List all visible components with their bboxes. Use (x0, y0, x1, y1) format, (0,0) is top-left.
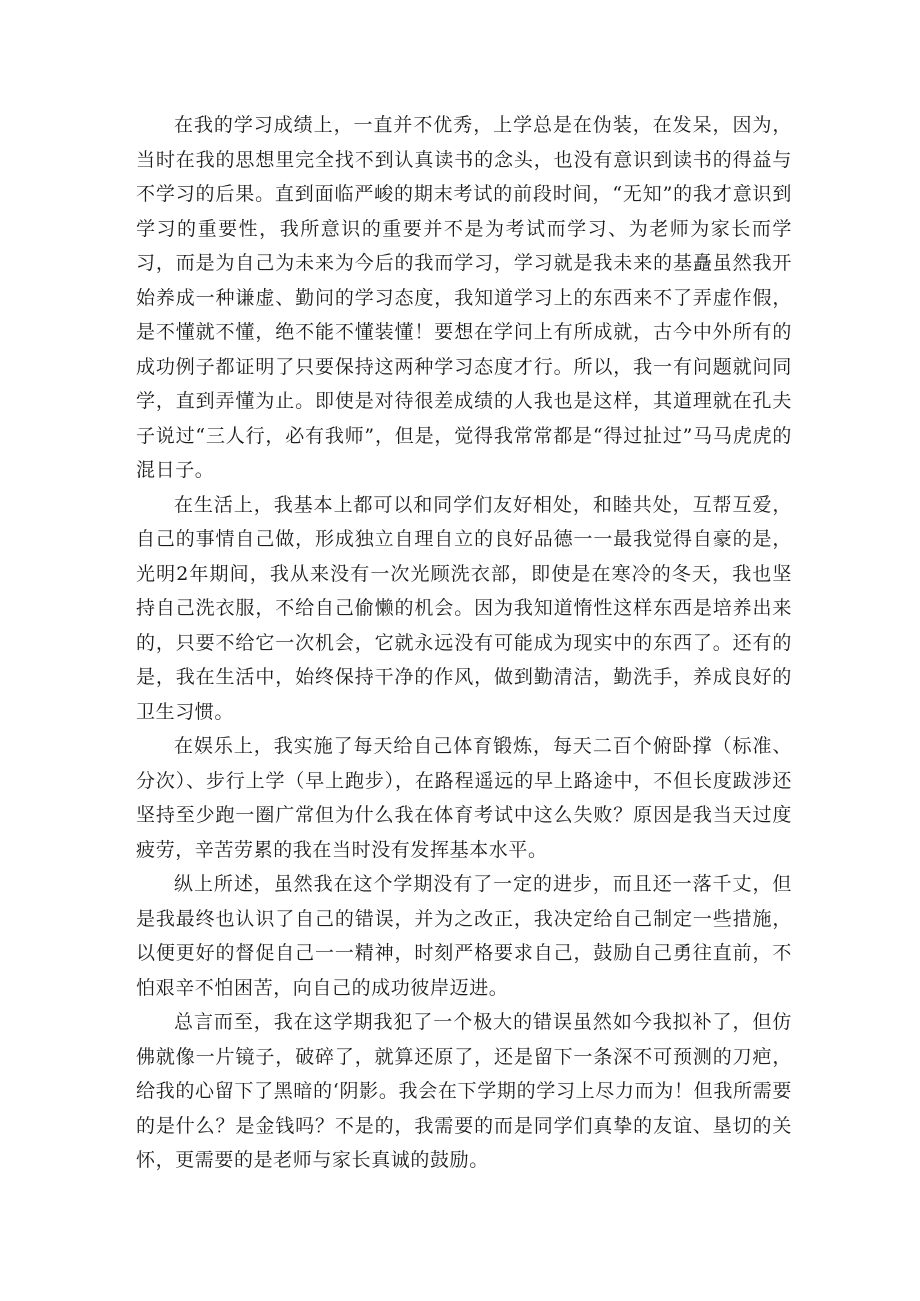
paragraph-summary: 纵上所述，虽然我在这个学期没有了一定的进步，而且还一落千丈，但是我最终也认识了自己的错误，并为之改正，我决定给自己制定一些措施，以便更好的督促自己一一精神，时刻严格要求自己，鼓励自己勇往直前，不怕艰辛不怕困苦，向自己的成功彼岸迈进。 (136, 873, 792, 999)
paragraph-recreation: 在娱乐上，我实施了每天给自己体育锻炼，每天二百个俯卧撑（标准、分次）、步行上学（早上跑步），在路程遥远的早上路途中，不但长度跋涉还坚持至少跑一圈广常但为什么我在体育考试中这么失败？原因是我当天过度疲劳，辛苦劳累的我在当时没有发挥基本水平。 (136, 735, 792, 861)
document-page (136, 108, 792, 1178)
paragraph-life: 在生活上，我基本上都可以和同学们友好相处，和睦共处，互帮互爱，自己的事情自己做，形成独立自理自立的良好品德一一最我觉得自豪的是，光明2年期间，我从来没有一次光顾洗衣部，即使是在寒冷的冬天，我也坚持自己洗衣服，不给自己偷懒的机会。因为我知道惰性这样东西是培养出来的，只要不给它一次机会，它就永远没有可能成为现实中的东西了。还有的是，我在生活中，始终保持干净的作风，做到勤清洁，勤洗手，养成良好的卫生习惯。 (136, 493, 792, 723)
paragraph-study: 在我的学习成绩上，一直并不优秀，上学总是在伪装，在发呆，因为，当时在我的思想里完全找不到认真读书的念头，也没有意识到读书的得益与不学习的后果。直到面临严峻的期末考试的前段时间，“无知”的我才意识到学习的重要性，我所意识的重要并不是为考试而学习、为老师为家长而学习，而是为自己为未来为今后的我而学习，学习就是我未来的基矗虽然我开始养成一种谦虚、勤问的学习态度，我知道学习上的东西来不了弄虚作假，是不懂就不懂，绝不能不懂装懂！要想在学问上有所成就，古今中外所有的成功例子都证明了只要保持这两种学习态度才行。所以，我一有问题就问同学，直到弄懂为止。即使是对待很差成绩的人我也是这样，其道理就在孔夫子说过“三人行，必有我师”，但是，觉得我常常都是“得过扯过”马马虎虎的混日子。 (136, 114, 792, 481)
paragraph-conclusion: 总言而至，我在这学期我犯了一个极大的错误虽然如今我拟补了，但仿佛就像一片镜子，破碎了，就算还原了，还是留下一条深不可预测的刀疤，给我的心留下了黑暗的‘阴影。我会在下学期的学习上尽力而为！但我所需要的是什么？是金钱吗？不是的，我需要的而是同学们真挚的友谊、垦切的关怀，更需要的是老师与家长真诚的鼓励。 (136, 1011, 792, 1171)
